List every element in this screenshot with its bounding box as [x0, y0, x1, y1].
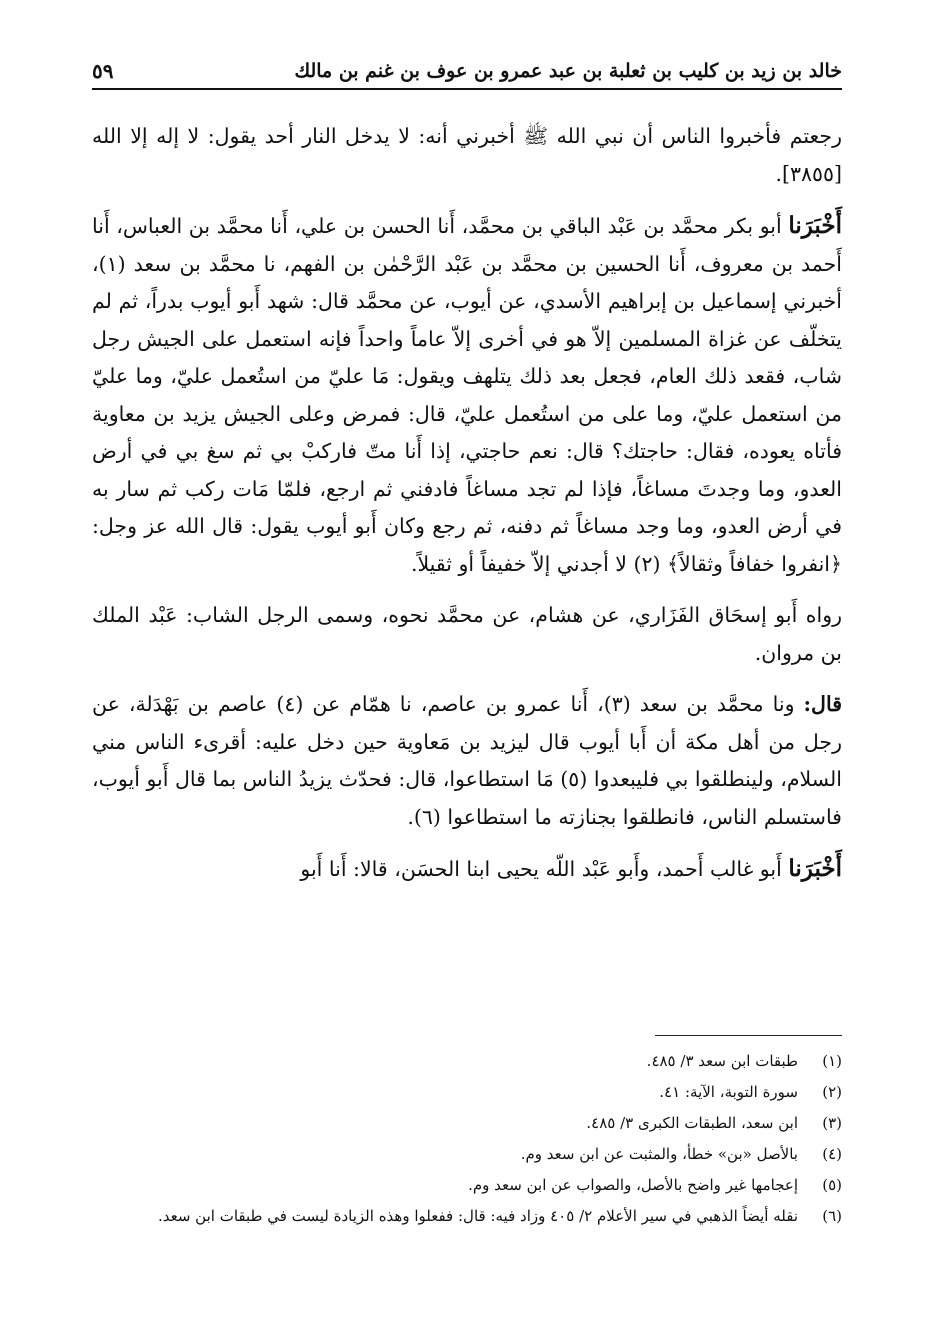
footnote-number: (٥) [822, 1176, 842, 1194]
footnote-item [92, 1077, 842, 1108]
paragraph-text: ونا محمَّد بن سعد (٣)، أَنا عمرو بن عاصم، نا همّام عن (٤) عاصم بن بَهْدَلة، عن رجل من أهل مكة أن أَبا أيوب قال ليزيد بن مَعاوية حين دخل عليه: أقرىء الناس مني السلام، ولينطلقوا بي فليبعدوا (٥) مَا استطاعوا، قال: فحدّث يزيدُ الناس بما قال أَبو أيوب، فاستسلم الناس، فانطلقوا بجنازته ما استطاعوا (٦). [92, 692, 842, 829]
running-title: خالد بن زيد بن كليب بن ثعلبة بن عبد عمرو بن عوف بن غنم بن مالك [294, 60, 842, 82]
footnotes [92, 1046, 842, 1232]
footnote-text: إعجامها غير واضح بالأصل، والصواب عن ابن سعد وم. [468, 1176, 798, 1194]
footnote-text: سورة التوبة، الآية: ٤١. [659, 1083, 798, 1101]
main-text [92, 118, 842, 889]
page-header [92, 54, 842, 90]
paragraph-text: أَبو غالب أَحمد، وأَبو عَبْد اللّه يحيى ابنا الحسَن، قالا: أَنا أَبو [300, 857, 782, 881]
footnote-number: (٢) [822, 1083, 842, 1101]
footnote-text: طبقات ابن سعد ٣/ ٤٨٥. [646, 1052, 798, 1070]
footnote-item [92, 1108, 842, 1139]
footnote-text: نقله أيضاً الذهبي في سير الأعلام ٢/ ٤٠٥ وزاد فيه: قال: ففعلوا وهذه الزيادة ليست في طبقات ابن سعد. [157, 1207, 798, 1225]
footnote-item [92, 1170, 842, 1201]
footnote-number: (٤) [822, 1145, 842, 1163]
paragraph-text: أبو بكر محمَّد بن عَبْد الباقي بن محمَّد، أَنا الحسن بن علي، أَنا محمَّد بن العباس، أَنا أَحمد بن معروف، أَنا الحسين بن محمَّد بن عَبْد الرَّحْمٰن بن الفهم، نا محمَّد بن سعد (١)، أخبرني إسماعيل بن إبراهيم الأسدي، عن أيوب، عن محمَّد قال: شهد أَبو أيوب بدراً، ثم لم يتخلّف عن غزاة المسلمين إلاّ هو في أخرى إلاّ عاماً واحداً فإنه استعمل على الجيش رجل شاب، فقعد ذلك العام، فجعل بعد ذلك يتلهف ويقول: مَا عليّ من استُعمل عليّ، وما عليّ من استعمل عليّ، وما على من استُعمل عليّ، قال: فمرض وعلى الجيش يزيد بن معاوية فأتاه يعوده، فقال: حاجتك؟ قال: نعم حاجتي، إذا أَنا متّ فاركبْ بي ثم سغ بي في أرض العدو، وما وجدتَ مساغاً، فإذا لم تجد مساغاً فادفني ثم ارجع، فلمّا مَات ركب ثم سار به في أرض العدو، وما وجد مساغاً ثم دفنه، ثم رجع وكان أَبو أيوب يقول: قال الله عز وجل: ﴿انفروا خفافاً وثقالاً﴾ (٢) لا أجدني إلاّ خفيفاً أو ثقيلاً. [92, 214, 842, 576]
footnote-item [92, 1139, 842, 1170]
akhbarana-lead: أَخْبَرَنا [788, 212, 842, 239]
paragraph-1 [92, 118, 842, 193]
footnote-text: بالأصل «بن» خطأ، والمثبت عن ابن سعد وم. [520, 1145, 798, 1163]
paragraph-text: رجعتم فأخبروا الناس أن نبي الله ﷺ أخبرني أنه: لا يدخل النار أحد يقول: لا إله إلا الله [٣٨٥٥]. [92, 124, 842, 186]
footnote-divider [655, 1035, 842, 1036]
akhbarana-lead: أَخْبَرَنا [788, 855, 842, 882]
paragraph-text: رواه أَبو إسحَاق الفَزَاري، عن هشام، عن محمَّد نحوه، وسمى الرجل الشاب: عَبْد الملك بن مروان. [92, 603, 842, 665]
paragraph-2 [92, 207, 842, 583]
paragraph-4 [92, 686, 842, 836]
footnote-number: (٣) [822, 1114, 842, 1132]
footnote-item [92, 1201, 842, 1232]
qal-lead: قال: [803, 692, 842, 716]
footnote-text: ابن سعد، الطبقات الكبرى ٣/ ٤٨٥. [586, 1114, 798, 1132]
paragraph-5 [92, 850, 842, 889]
paragraph-3 [92, 597, 842, 672]
footnote-item [92, 1046, 842, 1077]
footnote-number: (٦) [822, 1207, 842, 1225]
page-number: ٥٩ [92, 59, 114, 83]
footnote-number: (١) [822, 1052, 842, 1070]
